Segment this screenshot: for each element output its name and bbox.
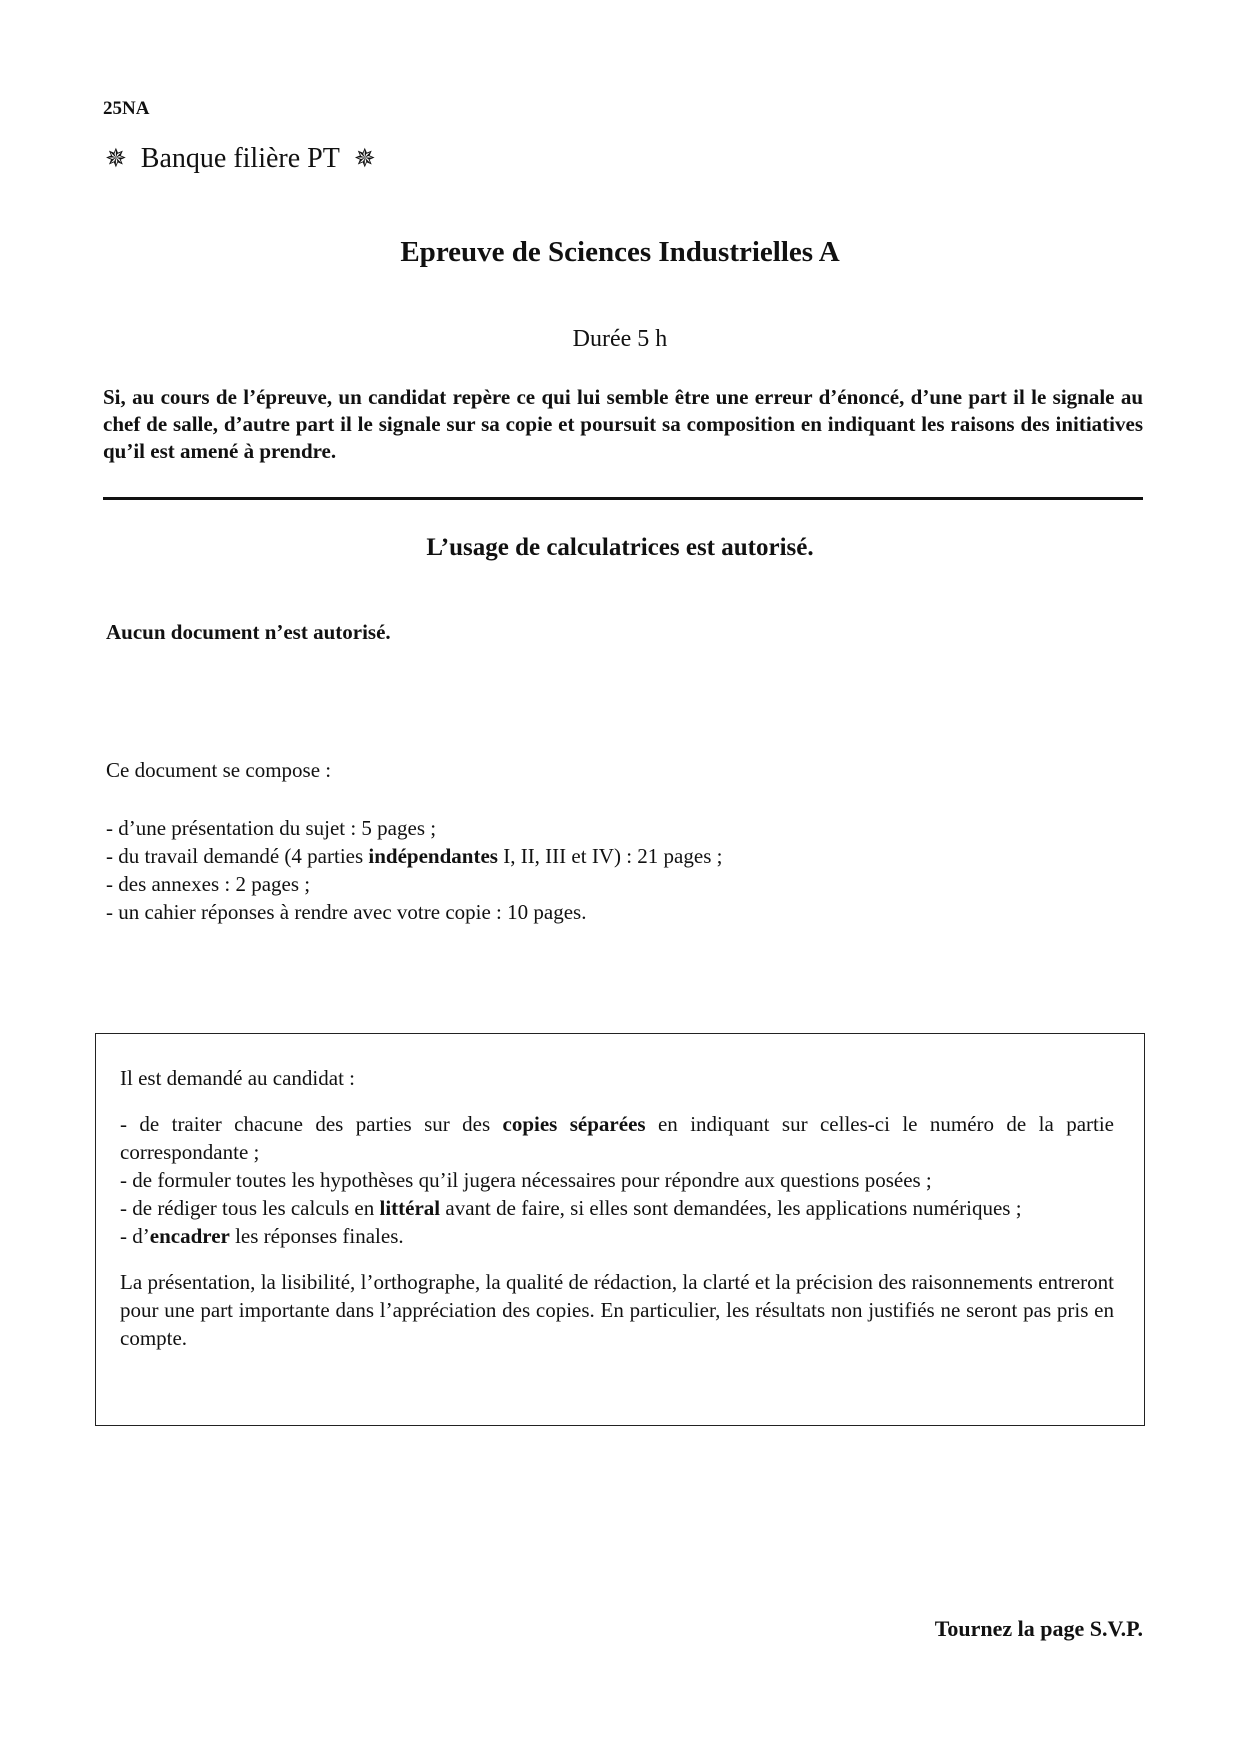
page-title: Epreuve de Sciences Industrielles A [400,236,840,268]
list-item: - un cahier réponses à rendre avec votre copie : 10 pages. [106,900,587,924]
instructions-box [95,1033,1145,1426]
instructions-final: La présentation, la lisibilité, l’orthographe, la qualité de rédaction, la clarté et la précision des raisonnements entreront pour une part importante dans l’appréciation des copies. En particulier, les résultats non justifiés ne seront pas pris en compte. [120,1270,1114,1350]
composition-intro: Ce document se compose : [106,758,332,782]
duration: Durée 5 h [572,326,668,352]
list-item: - des annexes : 2 pages ; [106,872,311,896]
divider [103,497,1143,500]
list-item: - du travail demandé (4 parties indépendantes I, II, III et IV) : 21 pages ; [106,844,723,868]
snowflake-icon: ✵ [353,144,376,173]
instruction-item: - de traiter chacune des parties sur des copies séparées en indiquant sur celles-ci le numéro de la partie correspondante ; [120,1112,1114,1164]
instruction-item: - de rédiger tous les calculs en littéral avant de faire, si elles sont demandées, les applications numériques ; [120,1196,1022,1220]
banque-label: Banque filière PT [140,143,340,174]
no-document-notice: Aucun document n’est autorisé. [106,620,391,644]
exam-code: 25NA [103,98,150,119]
composition-list [106,814,722,926]
error-warning: Si, au cours de l’épreuve, un candidat repère ce qui lui semble être une erreur d’énoncé, d’une part il le signale au chef de salle, d’autre part il le signale sur sa copie et poursuit sa composition en indiquant les raisons des initiatives qu’il est amené à prendre. [103,385,1143,463]
list-item: - d’une présentation du sujet : 5 pages ; [106,816,437,840]
snowflake-icon: ✵ [105,144,127,173]
instructions-intro: Il est demandé au candidat : [120,1066,355,1090]
banque-header [105,143,376,175]
calculator-notice: L’usage de calculatrices est autorisé. [426,534,814,561]
instruction-item: - de formuler toutes les hypothèses qu’il jugera nécessaires pour répondre aux questions posées ; [120,1168,932,1192]
instruction-item: - d’encadrer les réponses finales. [120,1224,404,1248]
turn-page-footer: Tournez la page S.V.P. [934,1616,1143,1641]
